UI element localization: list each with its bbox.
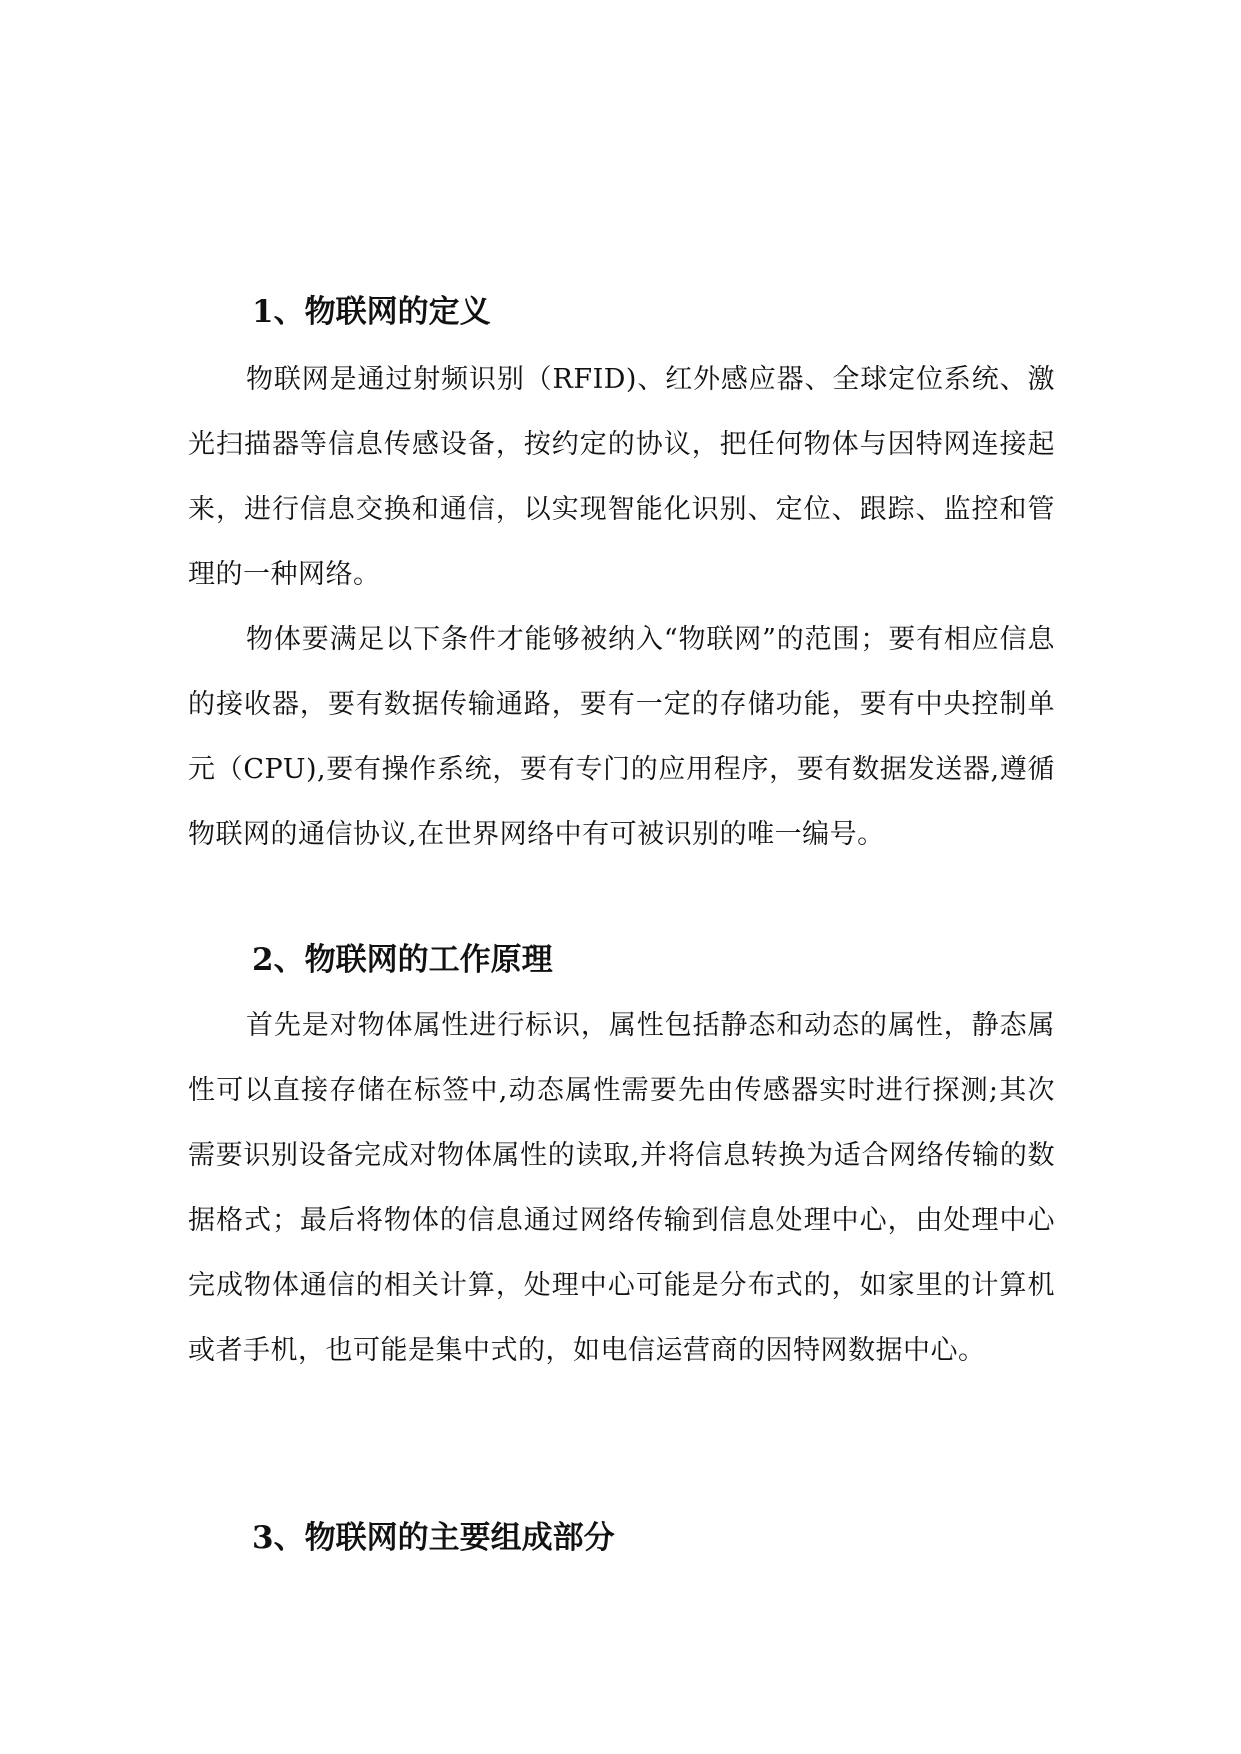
paragraph-working-principle: 首先是对物体属性进行标识，属性包括静态和动态的属性，静态属性可以直接存储在标签中,动态属性需要先由传感器实时进行探测;其次需要识别设备完成对物体属性的读取,并将信息转换为适合网络传输的数据格式；最后将物体的信息通过网络传输到信息处理中心，由处理中心完成物体通信的相关计算，处理中心可能是分布式的，如家里的计算机或者手机，也可能是集中式的，如电信运营商的因特网数据中心。 [188,1010,1055,1366]
section-heading-working-principle: 2、物联网的工作原理 [252,942,553,978]
section-heading-definition: 1、物联网的定义 [252,294,491,330]
paragraph-conditions: 物体要满足以下条件才能够被纳入“物联网”的范围；要有相应信息的接收器，要有数据传输通路，要有一定的存储功能，要有中央控制单元（CPU),要有操作系统，要有专门的应用程序，要有数据发送器,遵循物联网的通信协议,在世界网络中有可被识别的唯一编号。 [188,624,1055,850]
section-heading-main-components: 3、物联网的主要组成部分 [252,1520,615,1556]
paragraph-definition: 物联网是通过射频识别（RFID)、红外感应器、全球定位系统、激光扫描器等信息传感设备，按约定的协议，把任何物体与因特网连接起来，进行信息交换和通信，以实现智能化识别、定位、跟踪、监控和管理的一种网络。 [188,364,1055,590]
